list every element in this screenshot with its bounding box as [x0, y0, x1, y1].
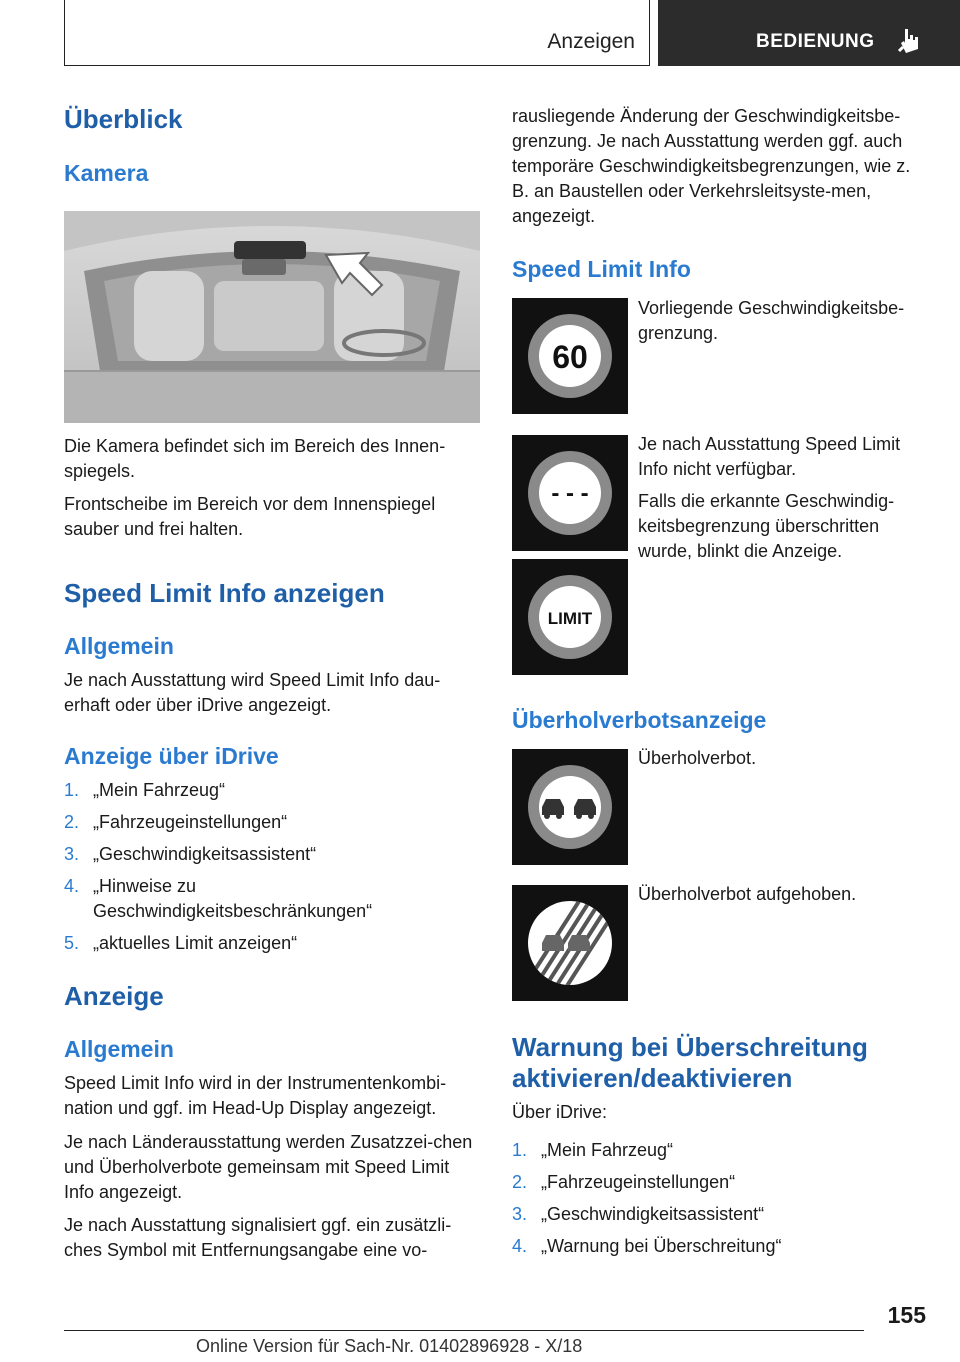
header-section-title: Anzeigen — [547, 30, 635, 53]
list-item-number: 3. — [64, 844, 80, 864]
end-no-overtaking-sign — [512, 885, 628, 1001]
list-item-number: 3. — [512, 1204, 528, 1224]
warning-intro: Über iDrive: — [512, 1102, 608, 1122]
footer-divider — [64, 1330, 864, 1331]
heading-speed-limit-info: Speed Limit Info — [512, 256, 691, 282]
sign-dash-description-2: Falls die erkannte Geschwindig-keitsbegrenzung überschritten wurde, blinkt die Anzeige. — [638, 491, 895, 561]
heading-warning-toggle: Warnung bei Überschreitung aktivieren/deaktivieren — [512, 1032, 868, 1093]
header-chapter-tab[interactable] — [658, 0, 960, 66]
sign-60-value: 60 — [552, 339, 588, 375]
no-overtaking-description: Überholverbot. — [638, 748, 757, 768]
heading-overtaking-display: Überholverbotsanzeige — [512, 707, 767, 733]
list-item-number: 5. — [64, 933, 80, 953]
list-item-number: 2. — [64, 812, 80, 832]
general-1-paragraph: Je nach Ausstattung wird Speed Limit Info dau-erhaft oder über iDrive angezeigt. — [64, 670, 441, 715]
list-item-number: 4. — [512, 1236, 528, 1256]
footer-version-text: Online Version für Sach-Nr. 01402896928 - X/18 — [196, 1336, 583, 1356]
heading-general-2: Allgemein — [64, 1036, 174, 1062]
list-item: „Mein Fahrzeug“ — [541, 1140, 674, 1160]
list-item: „aktuelles Limit anzeigen“ — [93, 933, 298, 953]
continued-paragraph: rausliegende Änderung der Geschwindigkeitsbe-grenzung. Je nach Ausstattung werden ggf. auch temporäre Geschwindigkeitsbegrenzungen, wie z. B. an Baustellen oder Verkehrsleitsyste-men, angezeigt. — [512, 106, 911, 226]
sign-limit-value: LIMIT — [547, 609, 593, 628]
sign-dash-value: - - - — [551, 480, 589, 507]
page-number: 155 — [887, 1302, 926, 1328]
list-item: „Warnung bei Überschreitung“ — [541, 1236, 782, 1256]
speed-limit-60-sign — [512, 298, 628, 414]
speed-limit-unavailable-sign — [512, 435, 628, 551]
heading-display-via-idrive: Anzeige über iDrive — [64, 743, 279, 769]
list-item-number: 1. — [64, 780, 80, 800]
camera-paragraph-1: Die Kamera befindet sich im Bereich des Innen-spiegels. — [64, 436, 446, 481]
list-item: „Mein Fahrzeug“ — [93, 780, 226, 800]
list-item-number: 1. — [512, 1140, 528, 1160]
sign-dash-description-1: Je nach Ausstattung Speed Limit Info nicht verfügbar. — [638, 434, 901, 479]
list-item: „Fahrzeugeinstellungen“ — [541, 1172, 736, 1192]
no-overtaking-sign — [512, 749, 628, 865]
list-item: „Geschwindigkeitsassistent“ — [541, 1204, 765, 1224]
heading-camera: Kamera — [64, 160, 149, 186]
header-chapter-label: BEDIENUNG — [756, 31, 875, 52]
general-2-paragraph-1: Speed Limit Info wird in der Instrumentenkombi-nation und ggf. im Head-Up Display angezeigt. — [64, 1073, 447, 1118]
hand-pointer-icon — [894, 25, 924, 55]
general-2-paragraph-2: Je nach Länderausstattung werden Zusatzzei-chen und Überholverbote gemeinsam mit Speed Limit Info angezeigt. — [64, 1132, 473, 1202]
heading-general-1: Allgemein — [64, 633, 174, 659]
list-item: „Hinweise zu Geschwindigkeitsbeschränkungen“ — [93, 876, 373, 921]
sign-60-description: Vorliegende Geschwindigkeitsbe-grenzung. — [638, 298, 905, 343]
heading-overview: Überblick — [64, 104, 183, 134]
speed-limit-exceeded-sign — [512, 559, 628, 675]
list-item-number: 2. — [512, 1172, 528, 1192]
heading-speed-limit-display: Speed Limit Info anzeigen — [64, 578, 385, 608]
general-2-paragraph-3: Je nach Ausstattung signalisiert ggf. ein zusätzli-ches Symbol mit Entfernungsangabe eine vo- — [64, 1215, 452, 1260]
list-item: „Fahrzeugeinstellungen“ — [93, 812, 288, 832]
header-frame — [64, 0, 650, 66]
camera-paragraph-2: Frontscheibe im Bereich vor dem Innenspiegel sauber und frei halten. — [64, 494, 436, 539]
end-no-overtaking-description: Überholverbot aufgehoben. — [638, 884, 857, 904]
heading-display: Anzeige — [64, 981, 164, 1011]
list-item: „Geschwindigkeitsassistent“ — [93, 844, 317, 864]
list-item-number: 4. — [64, 876, 80, 896]
camera-location-image — [64, 211, 480, 423]
